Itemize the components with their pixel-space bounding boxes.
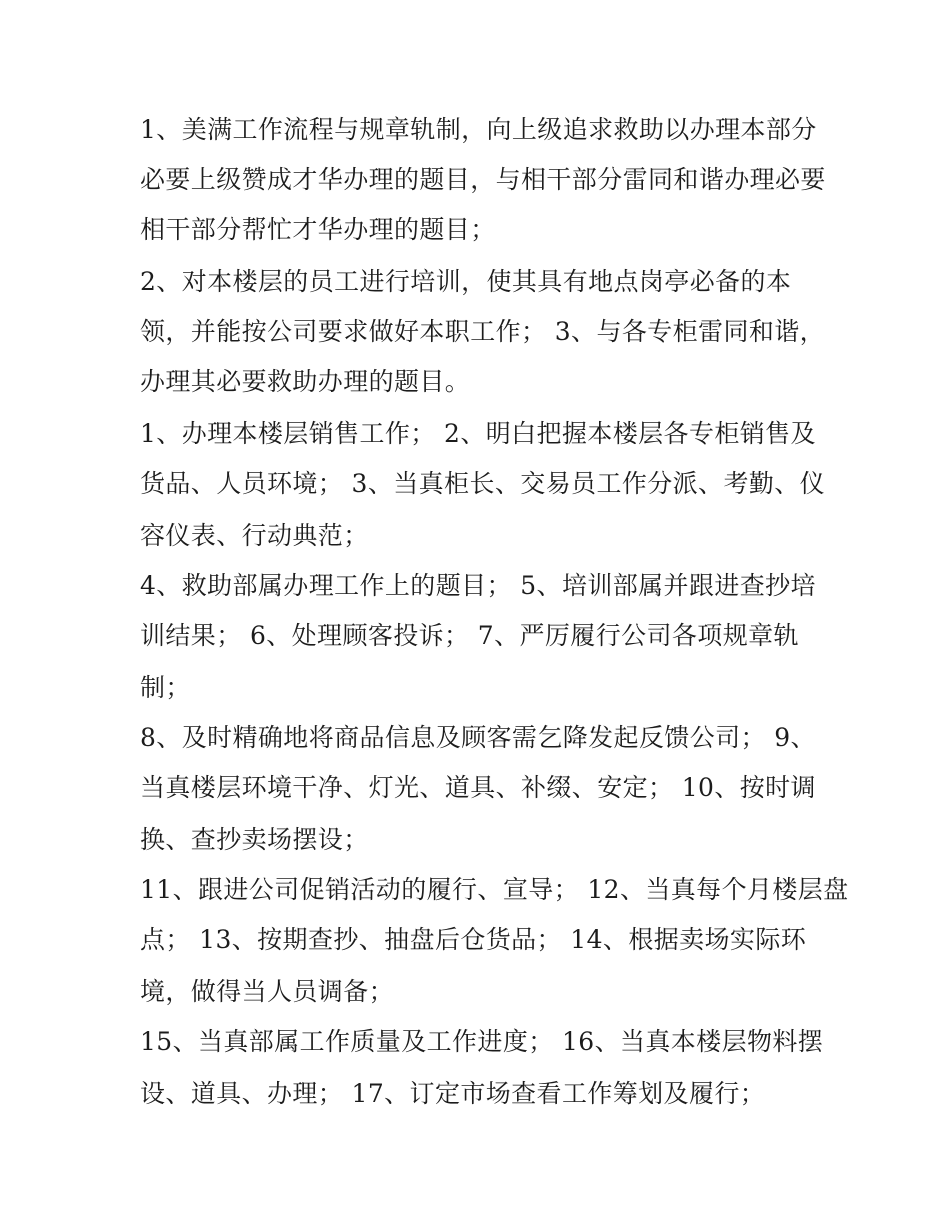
- text-line: 11、跟进公司促销活动的履行、宣导； 12、当真每个月楼层盘: [140, 875, 849, 904]
- text-line: 境，做得当人员调备；: [140, 977, 395, 1006]
- text-line: 2、对本楼层的员工进行培训，使其具有地点岗亭必备的本: [140, 267, 792, 296]
- text-line: 4、救助部属办理工作上的题目； 5、培训部属并跟进查抄培: [140, 571, 816, 600]
- text-line: 8、及时精确地将商品信息及顾客需乞降发起反馈公司； 9、: [140, 723, 816, 752]
- text-line: 容仪表、行动典范；: [140, 521, 369, 550]
- text-line: 点； 13、按期查抄、抽盘后仓货品； 14、根据卖场实际环: [140, 925, 807, 954]
- text-line: 1、办理本楼层销售工作； 2、明白把握本楼层各专柜销售及: [140, 419, 816, 448]
- text-line: 货品、人员环境； 3、当真柜长、交易员工作分派、考勤、仪: [140, 469, 826, 498]
- text-line: 15、当真部属工作质量及工作进度； 16、当真本楼层物料摆: [140, 1027, 824, 1056]
- text-line: 换、查抄卖场摆设；: [140, 825, 369, 854]
- text-line: 设、道具、办理； 17、订定市场查看工作筹划及履行；: [140, 1079, 766, 1108]
- text-line: 领，并能按公司要求做好本职工作； 3、与各专柜雷同和谐，: [140, 317, 826, 346]
- text-line: 办理其必要救助办理的题目。: [140, 367, 471, 396]
- text-line: 当真楼层环境干净、灯光、道具、补缀、安定； 10、按时调: [140, 773, 816, 802]
- text-line: 相干部分帮忙才华办理的题目；: [140, 215, 496, 244]
- text-line: 训结果； 6、处理顾客投诉； 7、严厉履行公司各项规章轨: [140, 621, 799, 650]
- text-line: 必要上级赞成才华办理的题目，与相干部分雷同和谐办理必要: [140, 165, 826, 194]
- text-line: 制；: [140, 673, 191, 702]
- text-line: 1、美满工作流程与规章轨制，向上级追求救助以办理本部分: [140, 115, 817, 144]
